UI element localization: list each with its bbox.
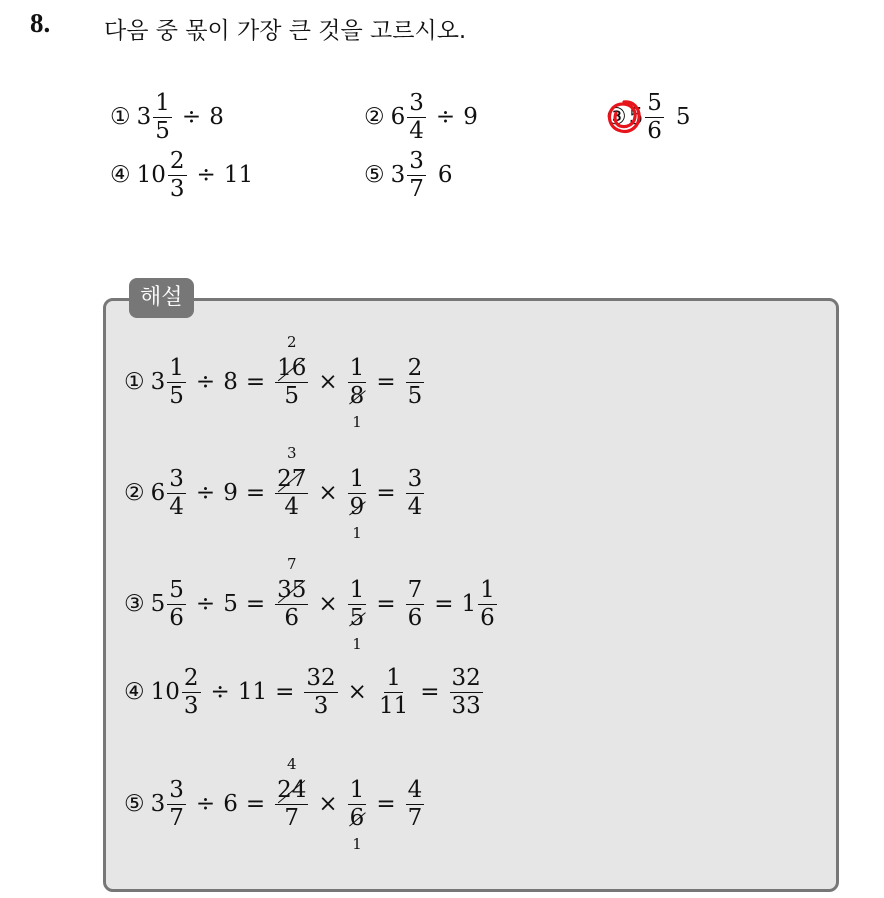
whole-part: 6 (390, 104, 406, 130)
question-text: 다음 중 몫이 가장 큰 것을 고르시오. (104, 18, 467, 44)
fraction: $\frac{5}{6}$ (647, 90, 662, 144)
divide-sign: ÷ (195, 791, 216, 817)
reduced-denominator: 1 (352, 413, 362, 431)
improper-fraction: 24 4 7 (277, 755, 307, 831)
divide-sign: ÷ (210, 679, 230, 705)
improper-fraction: $\frac{32}{3}$ (306, 665, 336, 719)
equals-sign: = (245, 591, 266, 617)
equals-sign: = (434, 591, 454, 617)
whole-part: 10 (150, 679, 180, 705)
choice-marker: ④ (110, 162, 131, 188)
reduced-numerator: 2 (286, 333, 297, 351)
choice-marker: ① (110, 104, 131, 130)
divisor: 8 (223, 369, 238, 395)
reciprocal-fraction: 1 6 1 (349, 777, 365, 853)
divide-sign: ÷ (181, 104, 202, 130)
whole-part: 5 (628, 104, 644, 130)
reciprocal-fraction: 1 5 1 (349, 577, 365, 653)
equals-sign: = (245, 480, 266, 506)
solution-3 (124, 555, 499, 653)
choice-1[interactable] (110, 92, 224, 143)
divide-sign: ÷ (196, 162, 216, 188)
divisor: 11 (237, 679, 268, 705)
choice-4[interactable] (110, 150, 253, 201)
choice-marker: ⑤ (364, 162, 385, 188)
equals-sign: = (376, 480, 396, 506)
equals-sign: = (376, 369, 396, 395)
equals-sign: = (376, 591, 396, 617)
fraction: $\frac{3}{7}$ (409, 148, 424, 202)
divide-sign: ÷ (435, 104, 456, 130)
fraction: $\frac{2}{3}$ (169, 148, 185, 202)
solution-marker: ① (124, 369, 145, 395)
divisor: 5 (675, 104, 691, 130)
choice-5[interactable] (364, 150, 453, 201)
reciprocal-fraction: 1 9 1 (349, 466, 365, 542)
divide-sign: ÷ (195, 591, 216, 617)
reduced-numerator: 4 (286, 755, 297, 773)
fraction: $\frac{1}{5}$ (155, 90, 170, 144)
whole-part: 6 (150, 480, 166, 506)
fraction: $\frac{3}{4}$ (169, 466, 184, 520)
solution-marker: ③ (124, 591, 145, 617)
fraction: $\frac{3}{7}$ (169, 777, 184, 831)
fraction: $\frac{1}{5}$ (169, 355, 184, 409)
divisor: 8 (209, 104, 224, 130)
fraction: $\frac{5}{6}$ (169, 577, 184, 631)
solution-marker: ⑤ (124, 791, 145, 817)
result-fraction: $\frac{4}{7}$ (407, 777, 423, 831)
reduced-denominator: 1 (352, 635, 362, 653)
mixed-whole: 1 (461, 591, 477, 617)
reduced-numerator: 7 (286, 555, 297, 573)
fraction: $\frac{2}{3}$ (183, 665, 199, 719)
result-fraction: $\frac{7}{6}$ (407, 577, 423, 631)
divide-sign: ÷ (195, 369, 216, 395)
times-sign: × (318, 591, 338, 617)
equals-sign: = (420, 679, 440, 705)
result-fraction: $\frac{3}{4}$ (407, 466, 423, 520)
reciprocal-fraction: $\frac{1}{11}$ (378, 665, 409, 719)
choice-marker: ③ (606, 104, 627, 130)
solution-1 (124, 333, 426, 431)
whole-part: 3 (136, 104, 152, 130)
divide-sign: ÷ (195, 480, 216, 506)
explanation-label: 해설 (129, 278, 194, 318)
whole-part: 3 (150, 369, 166, 395)
divisor: 6 (223, 791, 238, 817)
equals-sign: = (376, 791, 396, 817)
result-fraction: $\frac{32}{33}$ (451, 665, 481, 719)
reduced-denominator: 1 (352, 835, 362, 853)
whole-part: 5 (150, 591, 166, 617)
solution-marker: ② (124, 480, 145, 506)
choice-2[interactable] (364, 92, 478, 143)
times-sign: × (347, 679, 367, 705)
improper-fraction: 27 3 4 (277, 444, 307, 520)
result-fraction: $\frac{2}{5}$ (407, 355, 423, 409)
divisor: 6 (437, 162, 453, 188)
reduced-denominator: 1 (352, 524, 362, 542)
whole-part: 3 (150, 791, 166, 817)
reduced-numerator: 3 (286, 444, 297, 462)
equals-sign: = (275, 679, 295, 705)
solution-4 (124, 667, 485, 718)
choice-marker: ② (364, 104, 385, 130)
solution-2 (124, 444, 426, 542)
times-sign: × (318, 791, 338, 817)
whole-part: 3 (390, 162, 406, 188)
reciprocal-fraction: 1 8 1 (349, 355, 365, 431)
whole-part: 10 (136, 162, 166, 188)
times-sign: × (318, 369, 338, 395)
solution-5 (124, 755, 426, 853)
divisor: 9 (463, 104, 478, 130)
equals-sign: = (245, 791, 266, 817)
improper-fraction: 16 2 5 (277, 333, 307, 409)
solution-marker: ④ (124, 679, 145, 705)
divisor: 5 (223, 591, 238, 617)
divisor: 11 (223, 162, 254, 188)
question-number: 8. (30, 8, 51, 38)
equals-sign: = (245, 369, 266, 395)
choice-3[interactable] (606, 92, 691, 143)
improper-fraction: 35 7 6 (277, 555, 307, 631)
times-sign: × (318, 480, 338, 506)
fraction: $\frac{3}{4}$ (409, 90, 424, 144)
divisor: 9 (223, 480, 238, 506)
mixed-fraction: $\frac{1}{6}$ (480, 577, 495, 631)
